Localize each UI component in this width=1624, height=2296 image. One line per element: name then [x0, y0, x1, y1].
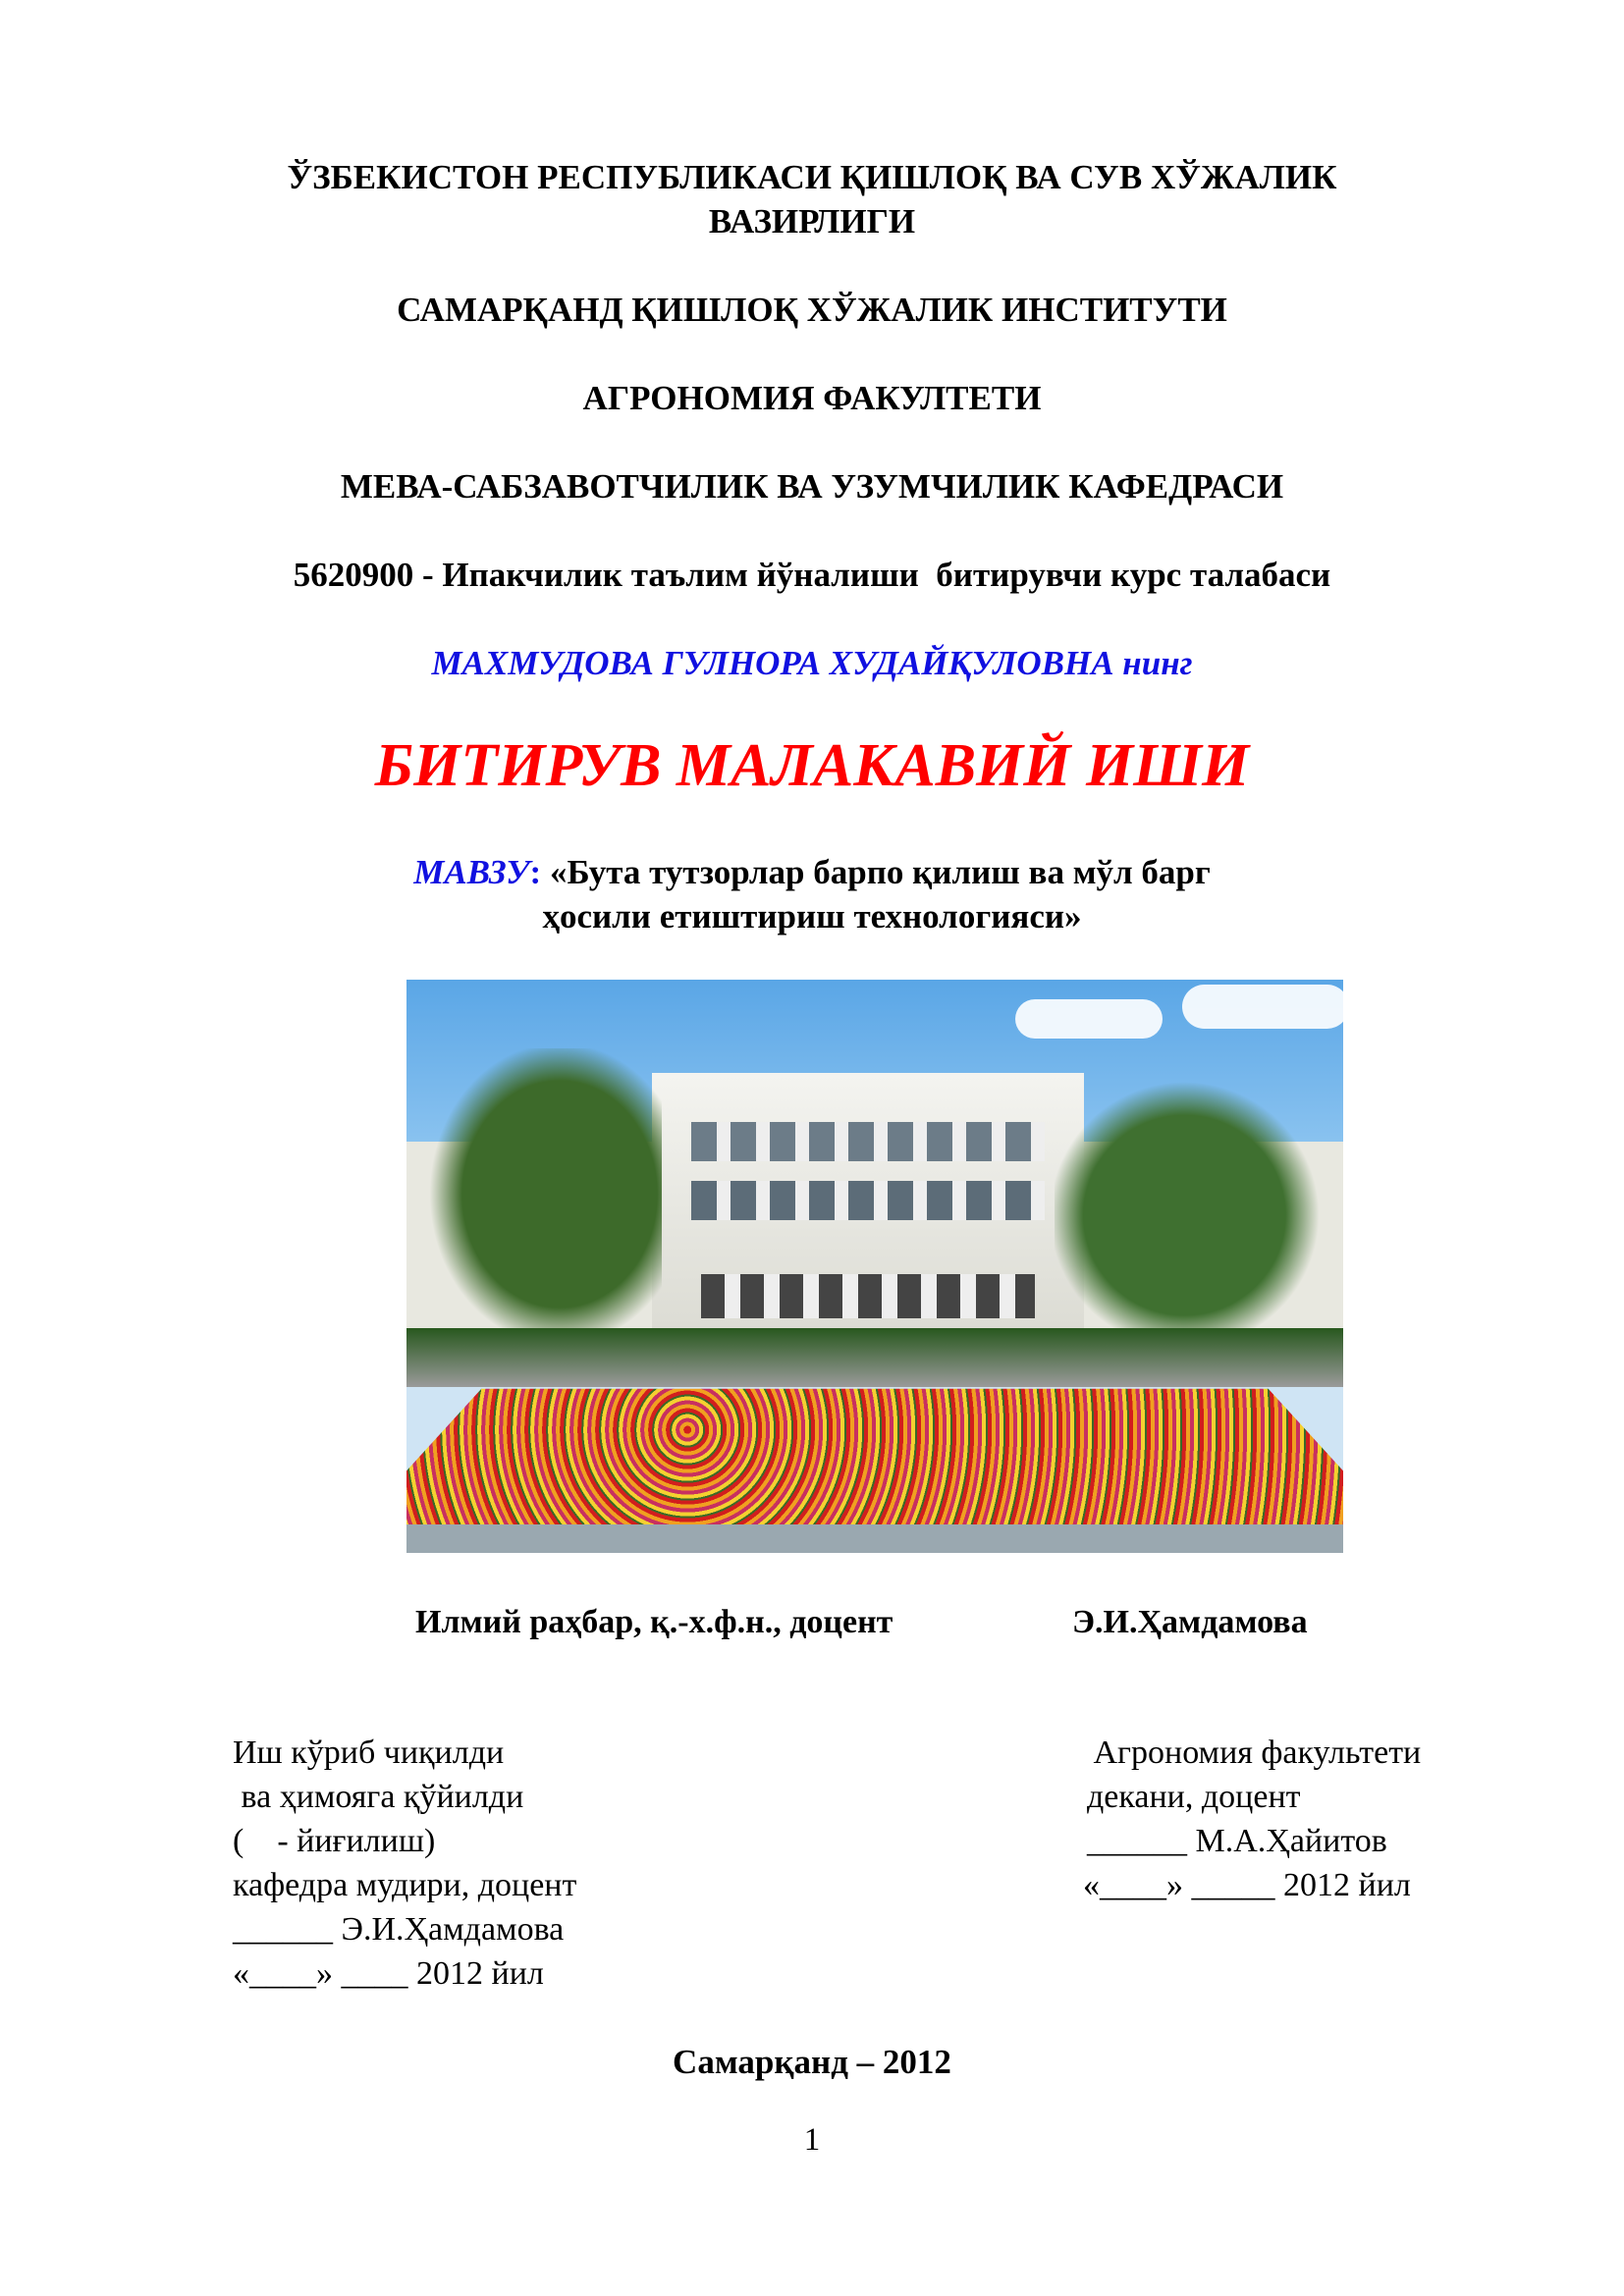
- ministry-line-1: ЎЗБЕКИСТОН РЕСПУБЛИКАСИ ҚИШЛОҚ ВА СУВ ХЎЖАЛИК: [287, 158, 1337, 196]
- place-year: Самарқанд – 2012: [673, 2043, 951, 2081]
- topic-text-1: «Бута тутзорлар барпо қилиш ва мўл барг: [549, 853, 1211, 891]
- supervisor-name: Э.И.Ҳамдамова: [1072, 1604, 1308, 1640]
- approval-left-line: кафедра мудири, доцент: [233, 1867, 577, 1903]
- approval-right-line: ______ М.А.Ҳайитов: [1087, 1823, 1387, 1859]
- approval-right-line: «____» _____ 2012 йил: [1083, 1867, 1411, 1903]
- topic-label: МАВЗУ: [413, 853, 530, 891]
- approval-right-line: Агрономия факультети: [1085, 1735, 1422, 1771]
- approval-left-line: ( - йиғилиш): [233, 1823, 436, 1859]
- topic-line-1: МАВЗУ: «Бута тутзорлар барпо қилиш ва мўл барг: [413, 853, 1211, 891]
- student-name-line: [0, 641, 1624, 685]
- department: МЕВА-САБЗАВОТЧИЛИК ВА УЗУМЧИЛИК КАФЕДРАСИ: [340, 467, 1284, 506]
- faculty: АГРОНОМИЯ ФАКУЛТЕТИ: [582, 379, 1042, 417]
- topic-line-2: ҳосили етиштириш технологияси»: [542, 897, 1082, 935]
- program: 5620900 - Ипакчилик таълим йўналиши битирувчи курс талабаси: [293, 556, 1331, 594]
- approval-left-line: «____» ____ 2012 йил: [233, 1955, 544, 1992]
- supervisor-label: Илмий раҳбар, қ.-х.ф.н., доцент: [415, 1604, 893, 1640]
- institute-building-photo: [406, 980, 1343, 1553]
- page-number: 1: [803, 2122, 821, 2158]
- approval-left-line: ______ Э.И.Ҳамдамова: [233, 1911, 565, 1948]
- student-suffix: нинг: [1122, 644, 1193, 682]
- approval-left-line: ва ҳимояга қўйилди: [233, 1779, 524, 1815]
- ministry-line-2: ВАЗИРЛИГИ: [708, 202, 916, 240]
- student-name: МАХМУДОВА ГУЛНОРА ХУДАЙҚУЛОВНА: [431, 644, 1114, 682]
- institute: САМАРҚАНД ҚИШЛОҚ ХЎЖАЛИК ИНСТИТУТИ: [397, 291, 1227, 329]
- approval-right-line: декани, доцент: [1087, 1779, 1301, 1815]
- approval-left-line: Иш кўриб чиқилди: [233, 1735, 505, 1771]
- document-title: БИТИРУВ МАЛАКАВИЙ ИШИ: [374, 732, 1250, 799]
